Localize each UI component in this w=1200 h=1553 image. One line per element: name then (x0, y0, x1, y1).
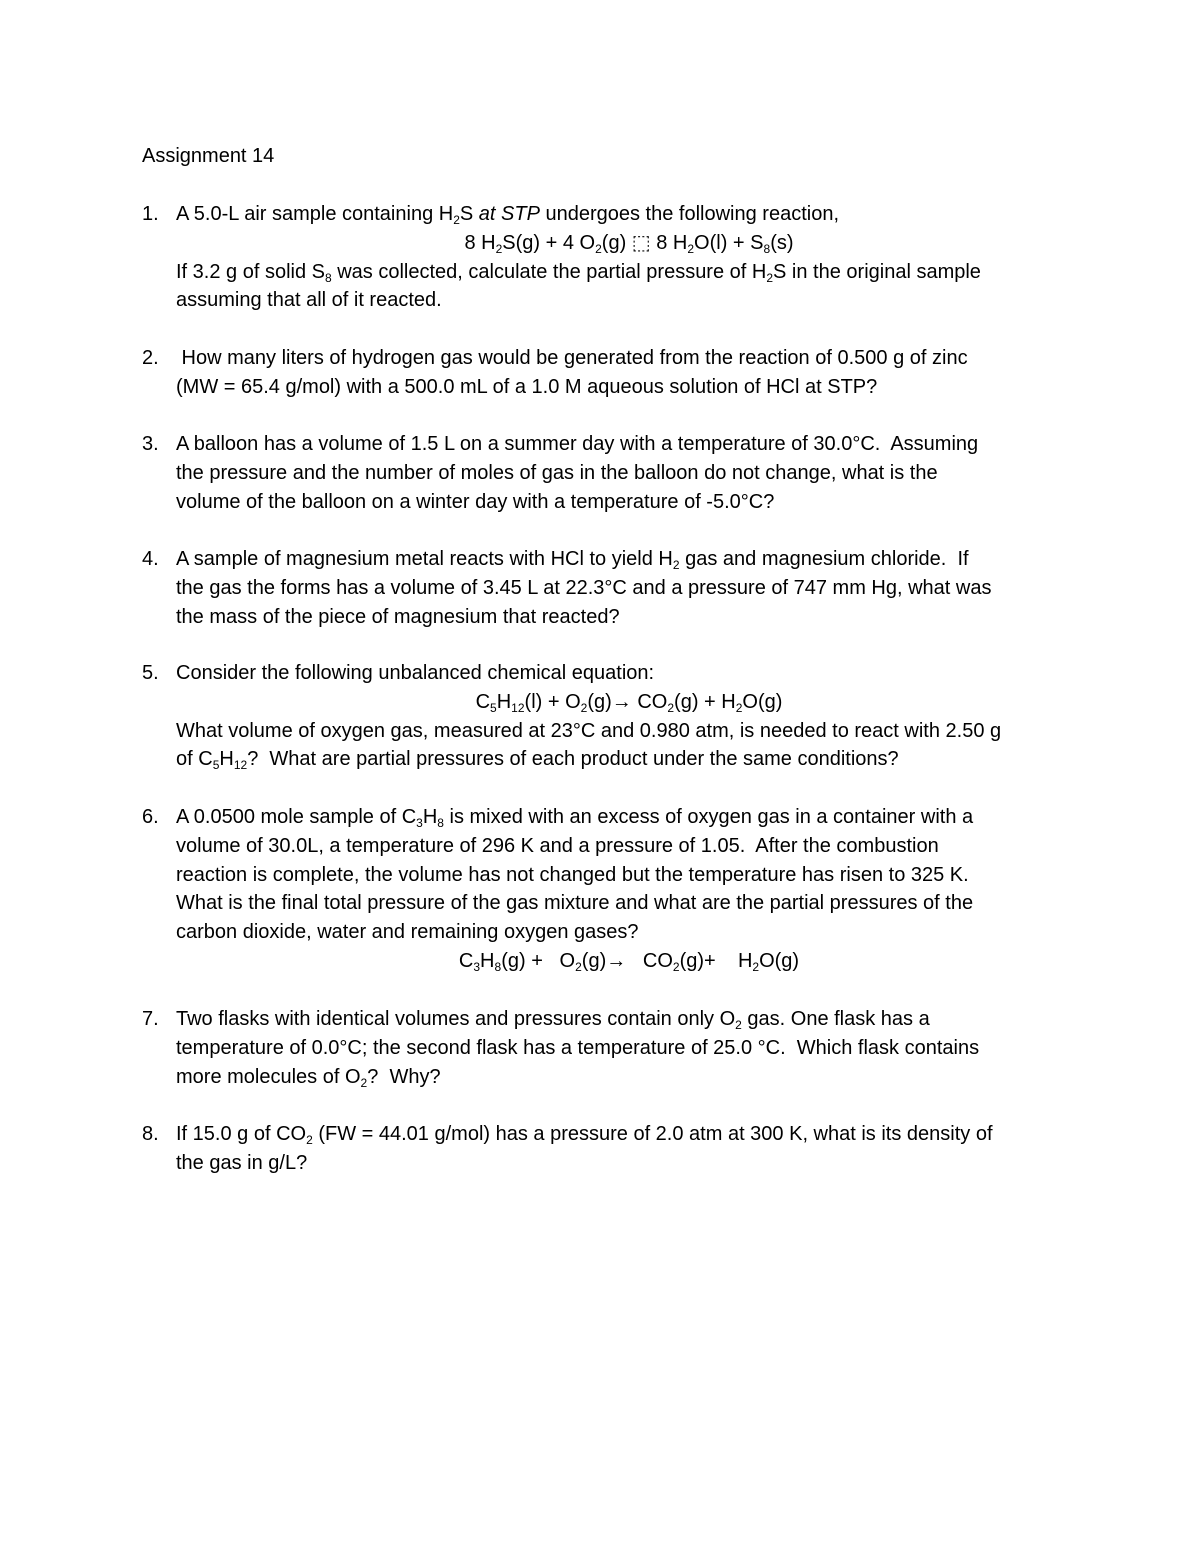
question-text: A 5.0-L air sample containing $H_2S$ at STP undergoes the following reaction, (176, 203, 840, 227)
question-5 (142, 659, 1082, 774)
question-text: carbon dioxide, water and remaining oxygen gases? (176, 921, 639, 944)
question-text: the pressure and the number of moles of gas in the balloon do not change, what is the (176, 461, 938, 484)
question-3 (142, 430, 1082, 516)
question-number: 1. (142, 203, 159, 225)
question-text: Two flasks with identical volumes and pressures contain only $O_2$ gas. One flask has a (176, 1008, 930, 1032)
question-number: 6. (142, 806, 159, 828)
question-text: reaction is complete, the volume has not changed but the temperature has risen to 325 K. (176, 863, 969, 886)
question-text: more molecules of $O_2$? Why? (176, 1065, 441, 1090)
question-text: If 15.0 g of $CO_2$ (FW = 44.01 g/mol) has a pressure of 2.0 atm at 300 K, what is its density of (176, 1123, 993, 1147)
question-text: What is the final total pressure of the gas mixture and what are the partial pressures of the (176, 892, 974, 915)
question-text: What volume of oxygen gas, measured at 23°C and 0.980 atm, is needed to react with 2.50 g (176, 719, 1002, 742)
question-number: 7. (142, 1008, 159, 1030)
reaction-equation: $C_3H_8(g) + O_2(g)\to CO_2(g)+$ $H_2O(g)$ (458, 949, 800, 974)
question-text: the mass of the piece of magnesium that reacted? (176, 605, 620, 628)
question-number: 3. (142, 433, 159, 455)
question-text: (MW = 65.4 g/mol) with a 500.0 mL of a 1.0 M aqueous solution of HCl at STP? (176, 375, 878, 398)
question-6 (142, 803, 1082, 976)
question-8 (142, 1120, 1082, 1178)
question-number: 4. (142, 548, 159, 570)
question-4 (142, 545, 1082, 631)
question-text: How many liters of hydrogen gas would be generated from the reaction of 0.500 g of zinc (176, 347, 968, 369)
question-text: assuming that all of it reacted. (176, 289, 442, 312)
question-number: 2. (142, 347, 159, 369)
question-1 (142, 200, 1082, 315)
question-text: of $C_5H_{12}$? What are partial pressures of each product under the same conditions? (176, 748, 899, 773)
question-text: A 0.0500 mole sample of $C_3H_8$ is mixed with an excess of oxygen gas in a container with a (176, 806, 974, 830)
question-2 (142, 344, 1082, 402)
question-text: Consider the following unbalanced chemical equation: (176, 662, 655, 684)
question-text: the gas in g/L? (176, 1151, 308, 1174)
question-text: volume of the balloon on a winter day with a temperature of -5.0°C? (176, 490, 775, 513)
question-text: temperature of 0.0°C; the second flask has a temperature of 25.0 °C. Which flask contains (176, 1036, 980, 1059)
question-number: 5. (142, 662, 159, 684)
question-text: the gas the forms has a volume of 3.45 L at 22.3°C and a pressure of 747 mm Hg, what was (176, 576, 992, 599)
reaction-equation: $C_5H_{12}(l) + O_2(g)\to CO_2(g) + H_2O(g)$ (475, 690, 783, 715)
question-text: If 3.2 g of solid $S_8$ was collected, calculate the partial pressure of $H_2S$ in the original sample (176, 260, 981, 285)
question-text: volume of 30.0L, a temperature of 296 K and a pressure of 1.05. After the combustion (176, 834, 939, 857)
question-number: 8. (142, 1123, 159, 1145)
question-text: A balloon has a volume of 1.5 L on a summer day with a temperature of 30.0°C. Assuming (176, 433, 979, 455)
reaction-equation: 8 $H_2S(g) + 4$ $O_2(g)$ ⬚ 8 $H_2O(l) + S_8(s)$ (464, 231, 794, 256)
assignment-title: Assignment 14 (142, 145, 275, 167)
question-7 (142, 1005, 1082, 1091)
question-text: A sample of magnesium metal reacts with HCl to yield $H_2$ gas and magnesium chloride. If (176, 548, 969, 572)
